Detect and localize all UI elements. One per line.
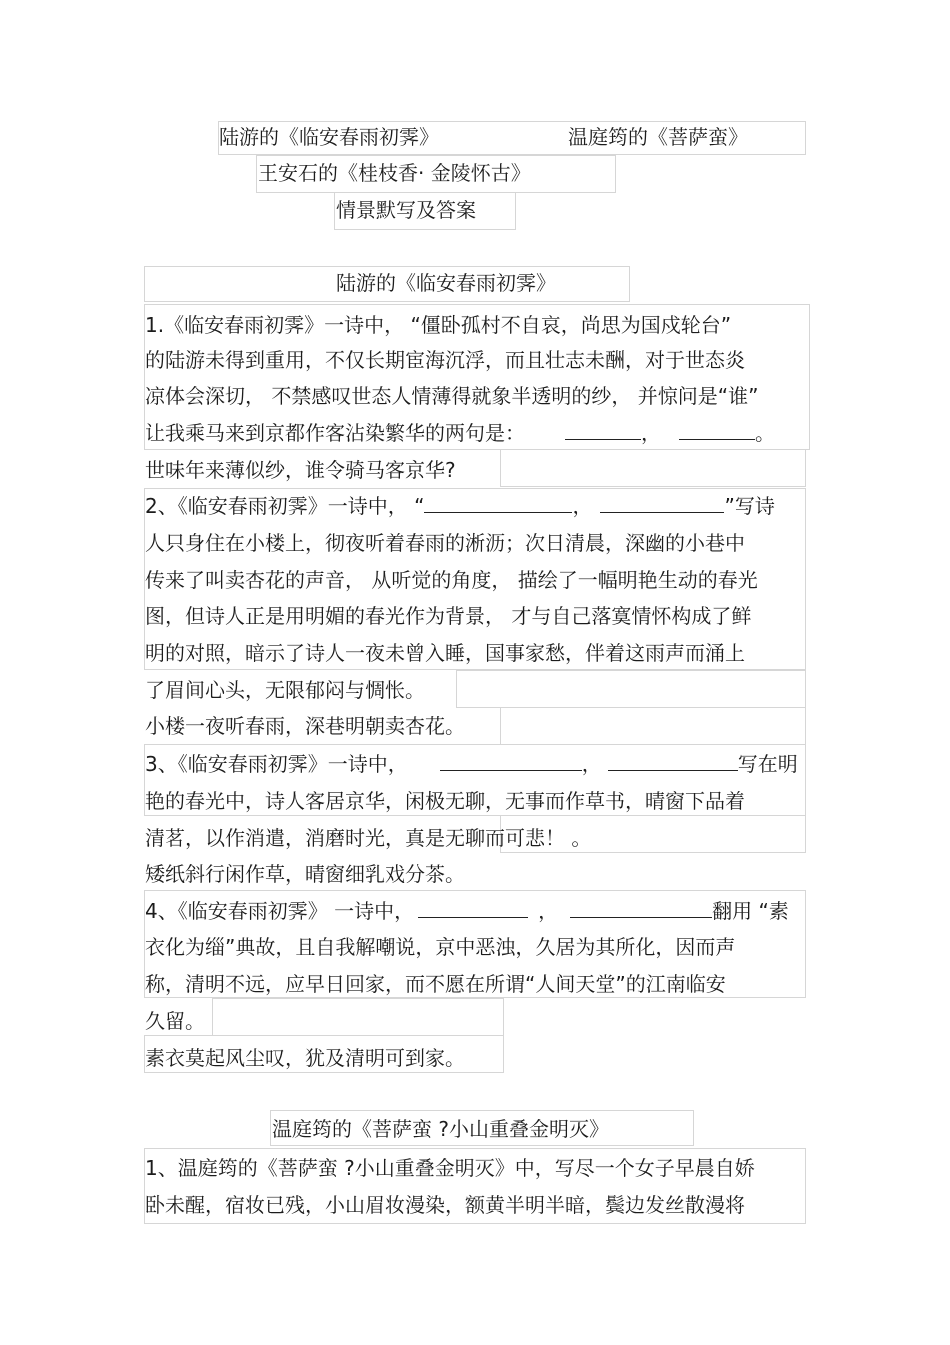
frame-box [500, 707, 806, 745]
answer-blank [565, 421, 641, 440]
q3-line1-end: 写在明 [737, 752, 798, 776]
frame-box [456, 670, 806, 708]
section1-heading: 陆游的《临安春雨初霁》 [336, 271, 556, 295]
q2-line5: 明的对照，暗示了诗人一夜未曾入睡，国事家愁，伴着这雨声而涌上 [145, 641, 745, 665]
q1-line4 [145, 421, 775, 445]
q2-answer: 小楼一夜听春雨，深巷明朝卖杏花。 [145, 714, 465, 738]
q2-comma: ， [572, 494, 593, 518]
q3-line1 [145, 752, 798, 776]
q4-line4: 久留。 [145, 1009, 205, 1033]
q3-line2: 艳的春光中，诗人客居京华，闲极无聊，无事而作草书，晴窗下品着 [145, 789, 745, 813]
q1-line3: 凉体会深切， 不禁感叹世态人情薄得就象半透明的纱， 并惊问是“谁” [145, 384, 759, 408]
answer-blank [424, 494, 572, 513]
title-line1-b: 温庭筠的《菩萨蛮》 [568, 125, 748, 149]
q4-line1-end: 翻用 “素 [712, 899, 789, 923]
s2-q1-line1: 1、温庭筠的《菩萨蛮 ?小山重叠金明灭》中，写尽一个女子早晨自娇 [145, 1156, 755, 1180]
frame-box [212, 998, 504, 1036]
title-line3: 情景默写及答案 [336, 198, 476, 222]
q4-line3: 称，清明不远，应早日回家，而不愿在所谓“人间天堂”的江南临安 [145, 972, 726, 996]
q2-line1-end: ”写诗 [724, 494, 775, 518]
q2-line4: 图，但诗人正是用明媚的春光作为背景， 才与自己落寞情怀构成了鲜 [145, 604, 752, 628]
q1-line1: 1.《临安春雨初霁》一诗中， “僵卧孤村不自哀，尚思为国戍轮台” [145, 313, 732, 337]
frame-box [500, 449, 806, 487]
answer-blank [440, 752, 582, 771]
q4-line1-text: 4、《临安春雨初霁》 一诗中， [145, 899, 415, 923]
answer-blank [608, 752, 738, 771]
answer-blank [600, 494, 724, 513]
q2-line1-text: 2、《临安春雨初霁》一诗中， “ [145, 494, 425, 518]
q3-comma: ， [581, 752, 602, 776]
q3-answer: 矮纸斜行闲作草，晴窗细乳戏分茶。 [145, 862, 465, 886]
q4-answer: 素衣莫起风尘叹，犹及清明可到家。 [145, 1046, 465, 1070]
q1-line2: 的陆游未得到重用，不仅长期宦海沉浮，而且壮志未酬，对于世态炎 [145, 348, 745, 372]
q2-line1 [145, 494, 775, 518]
q4-line1 [145, 899, 789, 923]
q1-answer: 世味年来薄似纱，谁令骑马客京华? [145, 458, 456, 482]
q4-line2: 衣化为缁”典故，且自我解嘲说，京中恶浊，久居为其所化，因而声 [145, 935, 736, 959]
title-line1-a: 陆游的《临安春雨初霁》 [219, 125, 439, 149]
q3-line1-text: 3、《临安春雨初霁》一诗中， [145, 752, 408, 776]
answer-blank [679, 421, 755, 440]
s2-q1-line2: 卧未醒，宿妆已残，小山眉妆漫染，额黄半明半暗，鬓边发丝散漫将 [145, 1193, 745, 1217]
title-line2: 王安石的《桂枝香· 金陵怀古》 [258, 161, 531, 185]
section2-heading: 温庭筠的《菩萨蛮 ?小山重叠金明灭》 [272, 1117, 609, 1141]
answer-blank [418, 899, 528, 918]
q1-comma: ， [641, 421, 661, 445]
q2-line2: 人只身住在小楼上，彻夜听着春雨的淅沥；次日清晨，深幽的小巷中 [145, 531, 745, 555]
q4-comma: ， [538, 899, 559, 923]
q2-line6: 了眉间心头，无限郁闷与惆怅。 [145, 678, 425, 702]
q1-line4-text: 让我乘马来到京都作客沾染繁华的两句是： [145, 421, 525, 445]
q3-line3: 清茗，以作消遣，消磨时光，真是无聊而可悲！ 。 [145, 826, 592, 850]
answer-blank [570, 899, 712, 918]
q1-period: 。 [755, 421, 775, 445]
q2-line3: 传来了叫卖杏花的声音， 从听觉的角度， 描绘了一幅明艳生动的春光 [145, 568, 758, 592]
